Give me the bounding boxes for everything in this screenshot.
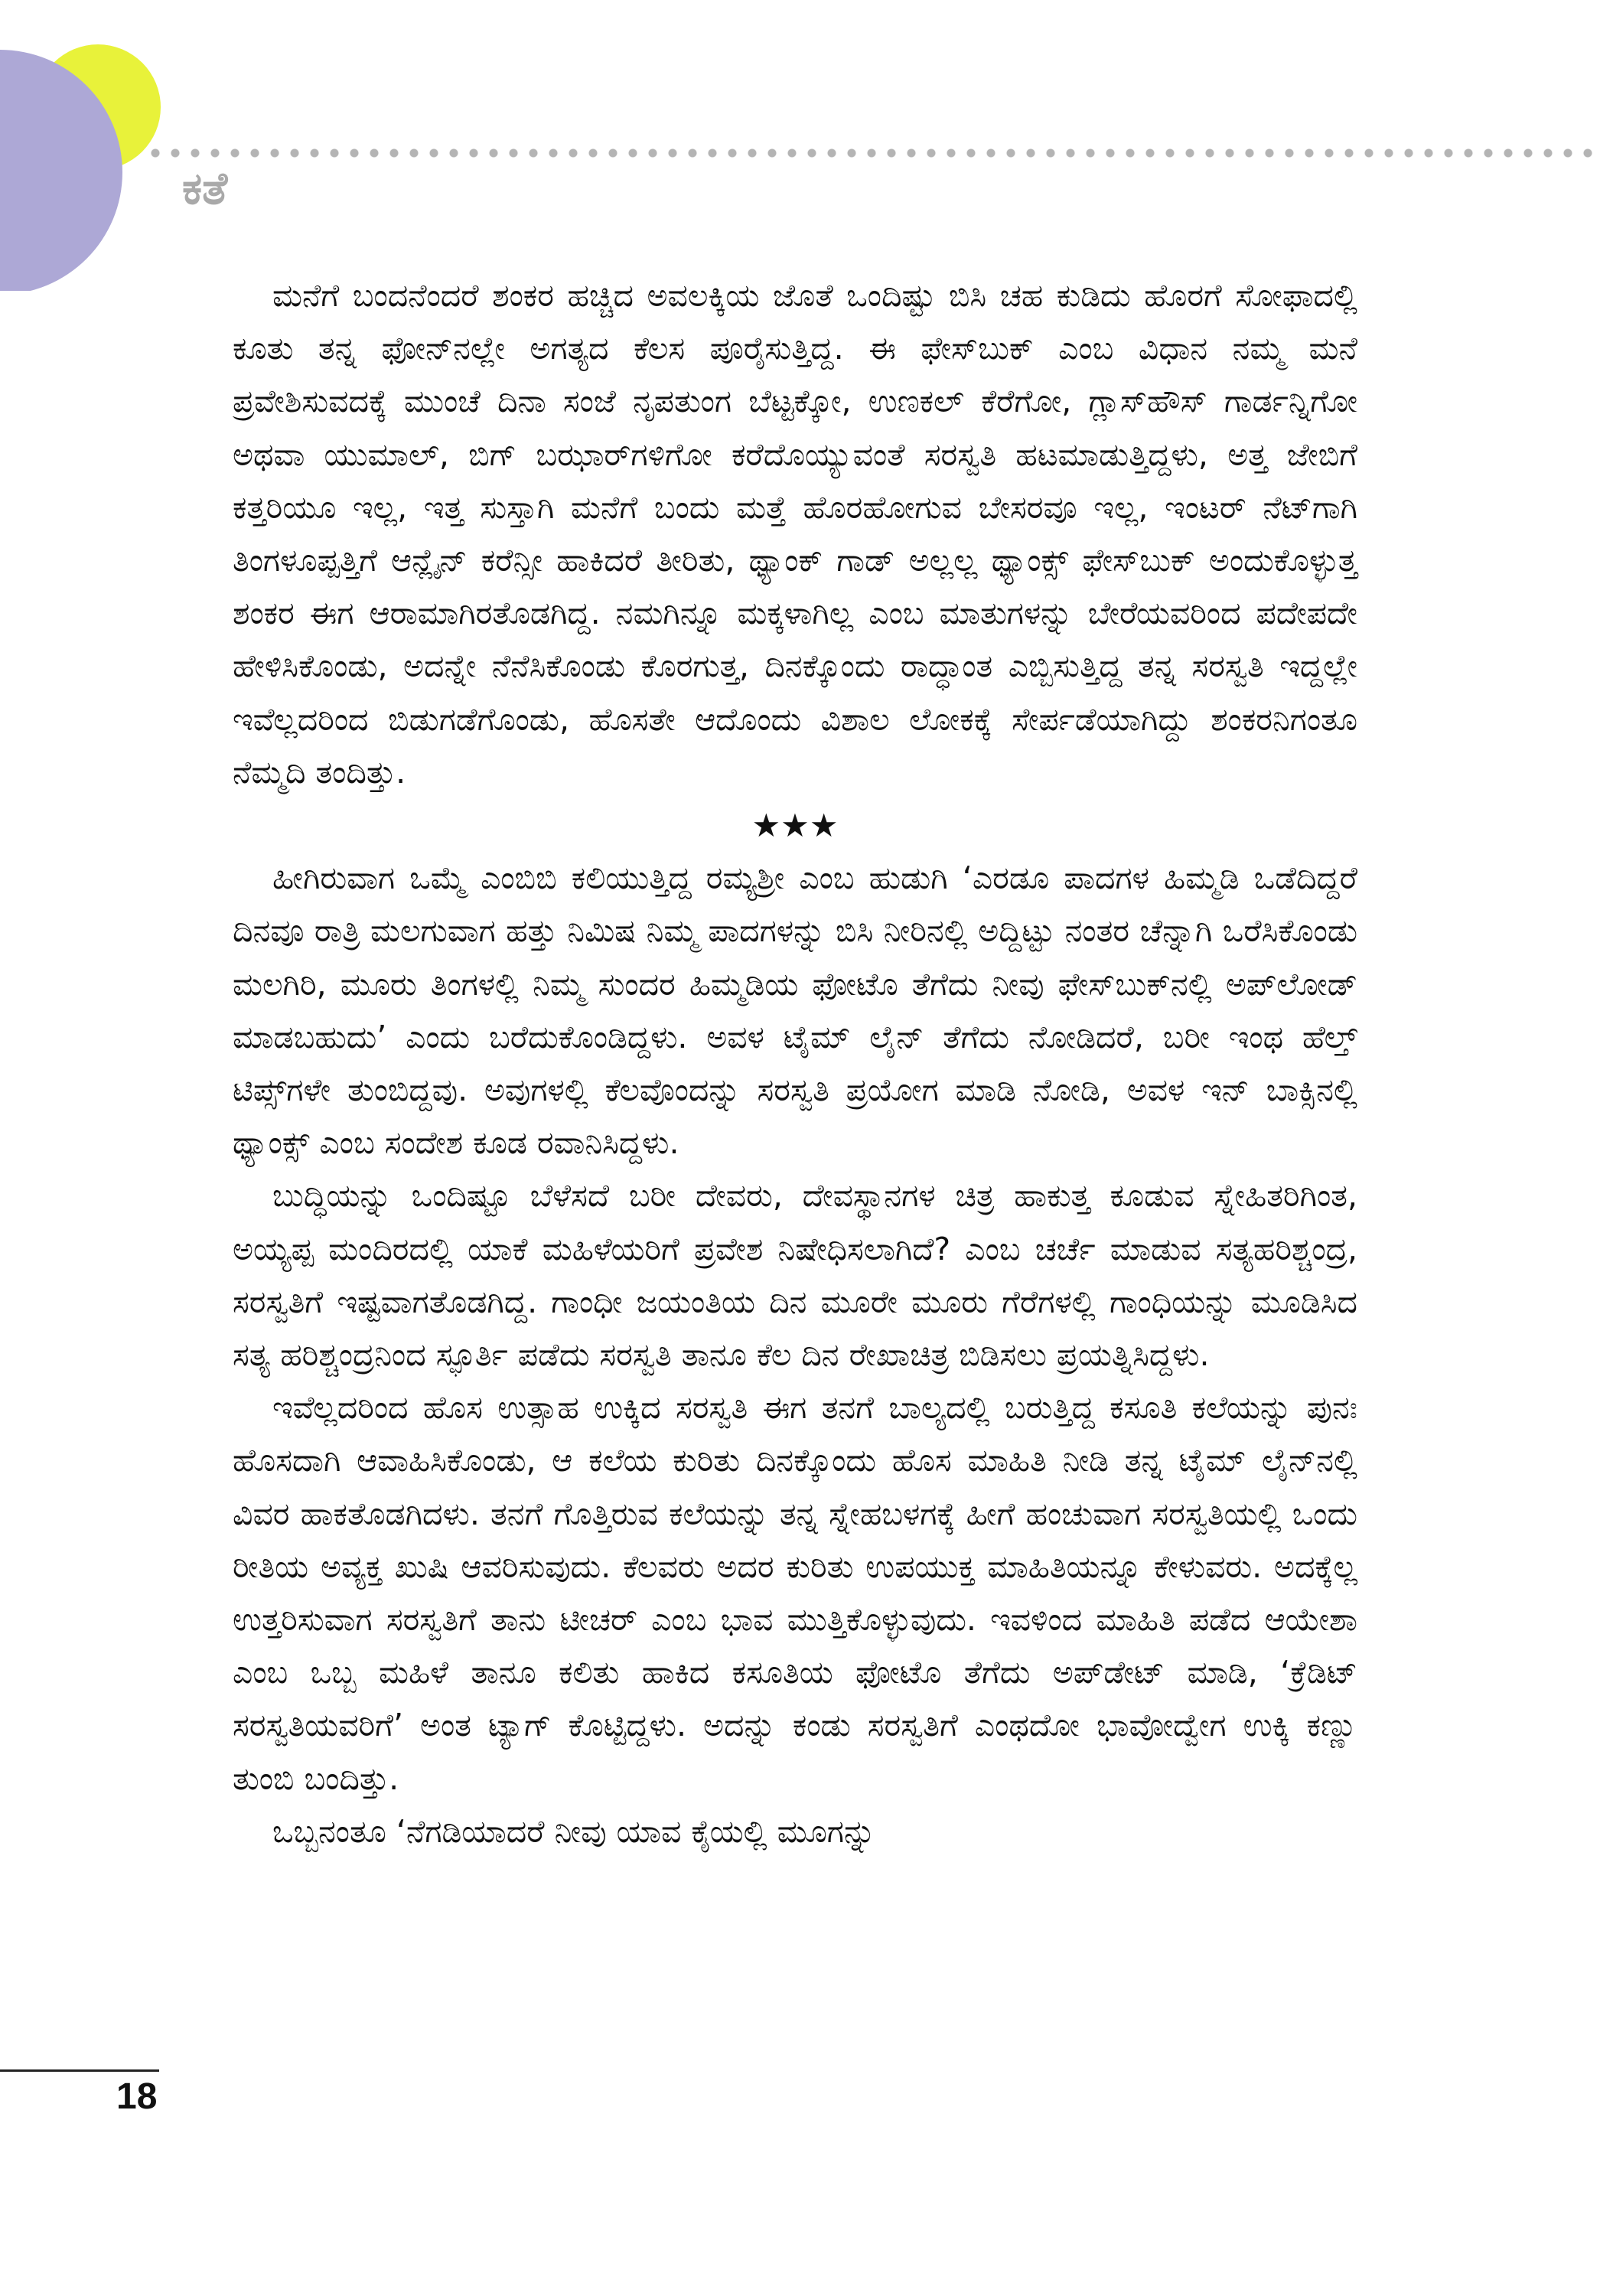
paragraph-4: ಇವೆಲ್ಲದರಿಂದ ಹೊಸ ಉತ್ಸಾಹ ಉಕ್ಕಿದ ಸರಸ್ವತಿ ಈಗ ತನಗೆ ಬಾಲ್ಯದಲ್ಲಿ ಬರುತ್ತಿದ್ದ ಕಸೂತಿ ಕಲೆಯನ್ನು ಪುನಃ ಹೊಸದಾಗಿ ಆವಾಹಿಸಿಕೊಂಡು, ಆ ಕಲೆಯ ಕುರಿತು ದಿನಕ್ಕೊಂದು ಹೊಸ ಮಾಹಿತಿ ನೀಡಿ ತನ್ನ ಟೈಮ್ ಲೈನ್‌ನಲ್ಲಿ ವಿವರ ಹಾಕತೊಡಗಿದಳು. ತನಗೆ ಗೊತ್ತಿರುವ ಕಲೆಯನ್ನು ತನ್ನ ಸ್ನೇಹಬಳಗಕ್ಕೆ ಹೀಗೆ ಹಂಚುವಾಗ ಸರಸ್ವತಿಯಲ್ಲಿ ಒಂದು ರೀತಿಯ ಅವ್ಯಕ್ತ ಖುಷಿ ಆವರಿಸುವುದು. ಕೆಲವರು ಅದರ ಕುರಿತು ಉಪಯುಕ್ತ ಮಾಹಿತಿಯನ್ನೂ ಕೇಳುವರು. ಅದಕ್ಕೆಲ್ಲ ಉತ್ತರಿಸುವಾಗ ಸರಸ್ವತಿಗೆ ತಾನು ಟೀಚರ್ ಎಂಬ ಭಾವ ಮುತ್ತಿಕೊಳ್ಳುವುದು. ಇವಳಿಂದ ಮಾಹಿತಿ ಪಡೆದ ಆಯೇಶಾ ಎಂಬ ಒಬ್ಬ ಮಹಿಳೆ ತಾನೂ ಕಲಿತು ಹಾಕಿದ ಕಸೂತಿಯ ಫೋಟೊ ತೆಗೆದು ಅಪ್‌ಡೇಟ್ ಮಾಡಿ, ‘ಕ್ರೆಡಿಟ್ ಸರಸ್ವತಿಯವರಿಗೆ’ ಅಂತ ಟ್ಯಾಗ್ ಕೊಟ್ಟಿದ್ದಳು. ಅದನ್ನು ಕಂಡು ಸರಸ್ವತಿಗೆ ಎಂಥದೋ ಭಾವೋದ್ವೇಗ ಉಕ್ಕಿ ಕಣ್ಣು ತುಂಬಿ ಬಂದಿತ್ತು. (233, 1389, 1357, 1797)
page-number: 18 (116, 2076, 158, 2117)
paragraph-5: ಒಬ್ಬನಂತೂ ‘ನೆಗಡಿಯಾದರೆ ನೀವು ಯಾವ ಕೈಯಲ್ಲಿ ಮೂಗನ್ನು (272, 1812, 876, 1850)
section-title: ಕತೆ (182, 162, 228, 214)
paragraph-2: ಹೀಗಿರುವಾಗ ಒಮ್ಮೆ ಎಂಬಿಬಿ ಕಲಿಯುತ್ತಿದ್ದ ರಮ್ಯಶ್ರೀ ಎಂಬ ಹುಡುಗಿ ‘ಎರಡೂ ಪಾದಗಳ ಹಿಮ್ಮಡಿ ಒಡೆದಿದ್ದರೆ ದಿನವೂ ರಾತ್ರಿ ಮಲಗುವಾಗ ಹತ್ತು ನಿಮಿಷ ನಿಮ್ಮ ಪಾದಗಳನ್ನು ಬಿಸಿ ನೀರಿನಲ್ಲಿ ಅದ್ದಿಟ್ಟು ನಂತರ ಚೆನ್ನಾಗಿ ಒರೆಸಿಕೊಂಡು ಮಲಗಿರಿ, ಮೂರು ತಿಂಗಳಲ್ಲಿ ನಿಮ್ಮ ಸುಂದರ ಹಿಮ್ಮಡಿಯ ಫೋಟೊ ತೆಗೆದು ನೀವು ಫೇಸ್‌ಬುಕ್‌ನಲ್ಲಿ ಅಪ್‌ಲೋಡ್ ಮಾಡಬಹುದು’ ಎಂದು ಬರೆದುಕೊಂಡಿದ್ದಳು. ಅವಳ ಟೈಮ್ ಲೈನ್ ತೆಗೆದು ನೋಡಿದರೆ, ಬರೀ ಇಂಥ ಹೆಲ್ತ್ ಟಿಪ್ಸ್‌ಗಳೇ ತುಂಬಿದ್ದವು. ಅವುಗಳಲ್ಲಿ ಕೆಲವೊಂದನ್ನು ಸರಸ್ವತಿ ಪ್ರಯೋಗ ಮಾಡಿ ನೋಡಿ, ಅವಳ ಇನ್ ಬಾಕ್ಸಿನಲ್ಲಿ ಥ್ಯಾಂಕ್ಸ್ ಎಂಬ ಸಂದೇಶ ಕೂಡ ರವಾನಿಸಿದ್ದಳು. (233, 859, 1357, 1162)
paragraph-3: ಬುದ್ಧಿಯನ್ನು ಒಂದಿಷ್ಟೂ ಬೆಳೆಸದೆ ಬರೀ ದೇವರು, ದೇವಸ್ಥಾನಗಳ ಚಿತ್ರ ಹಾಕುತ್ತ ಕೂಡುವ ಸ್ನೇಹಿತರಿಗಿಂತ, ಅಯ್ಯಪ್ಪ ಮಂದಿರದಲ್ಲಿ ಯಾಕೆ ಮಹಿಳೆಯರಿಗೆ ಪ್ರವೇಶ ನಿಷೇಧಿಸಲಾಗಿದೆ? ಎಂಬ ಚರ್ಚೆ ಮಾಡುವ ಸತ್ಯಹರಿಶ್ಚಂದ್ರ, ಸರಸ್ವತಿಗೆ ಇಷ್ಟವಾಗತೊಡಗಿದ್ದ. ಗಾಂಧೀ ಜಯಂತಿಯ ದಿನ ಮೂರೇ ಮೂರು ಗೆರೆಗಳಲ್ಲಿ ಗಾಂಧಿಯನ್ನು ಮೂಡಿಸಿದ ಸತ್ಯ ಹರಿಶ್ಚಂದ್ರನಿಂದ ಸ್ಫೂರ್ತಿ ಪಡೆದು ಸರಸ್ವತಿ ತಾನೂ ಕೆಲ ದಿನ ರೇಖಾಚಿತ್ರ ಬಿಡಿಸಲು ಪ್ರಯತ್ನಿಸಿದ್ದಳು. (233, 1177, 1357, 1374)
story-body (233, 269, 1357, 1858)
section-separator: ★★★ (751, 807, 839, 845)
dotted-rule (145, 145, 1599, 161)
paragraph-1: ಮನೆಗೆ ಬಂದನೆಂದರೆ ಶಂಕರ ಹಚ್ಚಿದ ಅವಲಕ್ಕಿಯ ಜೊತೆ ಒಂದಿಷ್ಟು ಬಿಸಿ ಚಹ ಕುಡಿದು ಹೊರಗೆ ಸೋಫಾದಲ್ಲಿ ಕೂತು ತನ್ನ ಫೋನ್‌ನಲ್ಲೇ ಅಗತ್ಯದ ಕೆಲಸ ಪೂರೈಸುತ್ತಿದ್ದ. ಈ ಫೇಸ್‌ಬುಕ್ ಎಂಬ ವಿಧಾನ ನಮ್ಮ ಮನೆ ಪ್ರವೇಶಿಸುವದಕ್ಕೆ ಮುಂಚೆ ದಿನಾ ಸಂಜೆ ನೃಪತುಂಗ ಬೆಟ್ಟಕ್ಕೋ, ಉಣಕಲ್ ಕೆರೆಗೋ, ಗ್ಲಾಸ್‌ಹೌಸ್ ಗಾರ್ಡನ್ನಿಗೋ ಅಥವಾ ಯುಮಾಲ್, ಬಿಗ್ ಬಝಾರ್‌ಗಳಿಗೋ ಕರೆದೊಯ್ಯುವಂತೆ ಸರಸ್ವತಿ ಹಟಮಾಡುತ್ತಿದ್ದಳು, ಅತ್ತ ಜೇಬಿಗೆ ಕತ್ತರಿಯೂ ಇಲ್ಲ, ಇತ್ತ ಸುಸ್ತಾಗಿ ಮನೆಗೆ ಬಂದು ಮತ್ತೆ ಹೊರಹೋಗುವ ಬೇಸರವೂ ಇಲ್ಲ, ಇಂಟರ್ ನೆಟ್‌ಗಾಗಿ ತಿಂಗಳೂಪ್ಪತ್ತಿಗೆ ಆನ್ಲೈನ್ ಕರೆನ್ಸೀ ಹಾಕಿದರೆ ತೀರಿತು, ಥ್ಯಾಂಕ್ ಗಾಡ್ ಅಲ್ಲಲ್ಲ ಥ್ಯಾಂಕ್ಸ್ ಫೇಸ್‌ಬುಕ್ ಅಂದುಕೊಳ್ಳುತ್ತ ಶಂಕರ ಈಗ ಆರಾಮಾಗಿರತೊಡಗಿದ್ದ. ನಮಗಿನ್ನೂ ಮಕ್ಕಳಾಗಿಲ್ಲ ಎಂಬ ಮಾತುಗಳನ್ನು ಬೇರೆಯವರಿಂದ ಪದೇಪದೇ ಹೇಳಿಸಿಕೊಂಡು, ಅದನ್ನೇ ನೆನೆಸಿಕೊಂಡು ಕೊರಗುತ್ತ, ದಿನಕ್ಕೊಂದು ರಾದ್ಧಾಂತ ಎಬ್ಬಿಸುತ್ತಿದ್ದ ತನ್ನ ಸರಸ್ವತಿ ಇದ್ದಲ್ಲೇ ಇವೆಲ್ಲದರಿಂದ ಬಿಡುಗಡೆಗೊಂಡು, ಹೊಸತೇ ಆದೊಂದು ವಿಶಾಲ ಲೋಕಕ್ಕೆ ಸೇರ್ಪಡೆಯಾಗಿದ್ದು ಶಂಕರನಿಗಂತೂ ನೆಮ್ಮದಿ ತಂದಿತ್ತು. (233, 277, 1357, 791)
footer-rule (0, 2069, 159, 2072)
